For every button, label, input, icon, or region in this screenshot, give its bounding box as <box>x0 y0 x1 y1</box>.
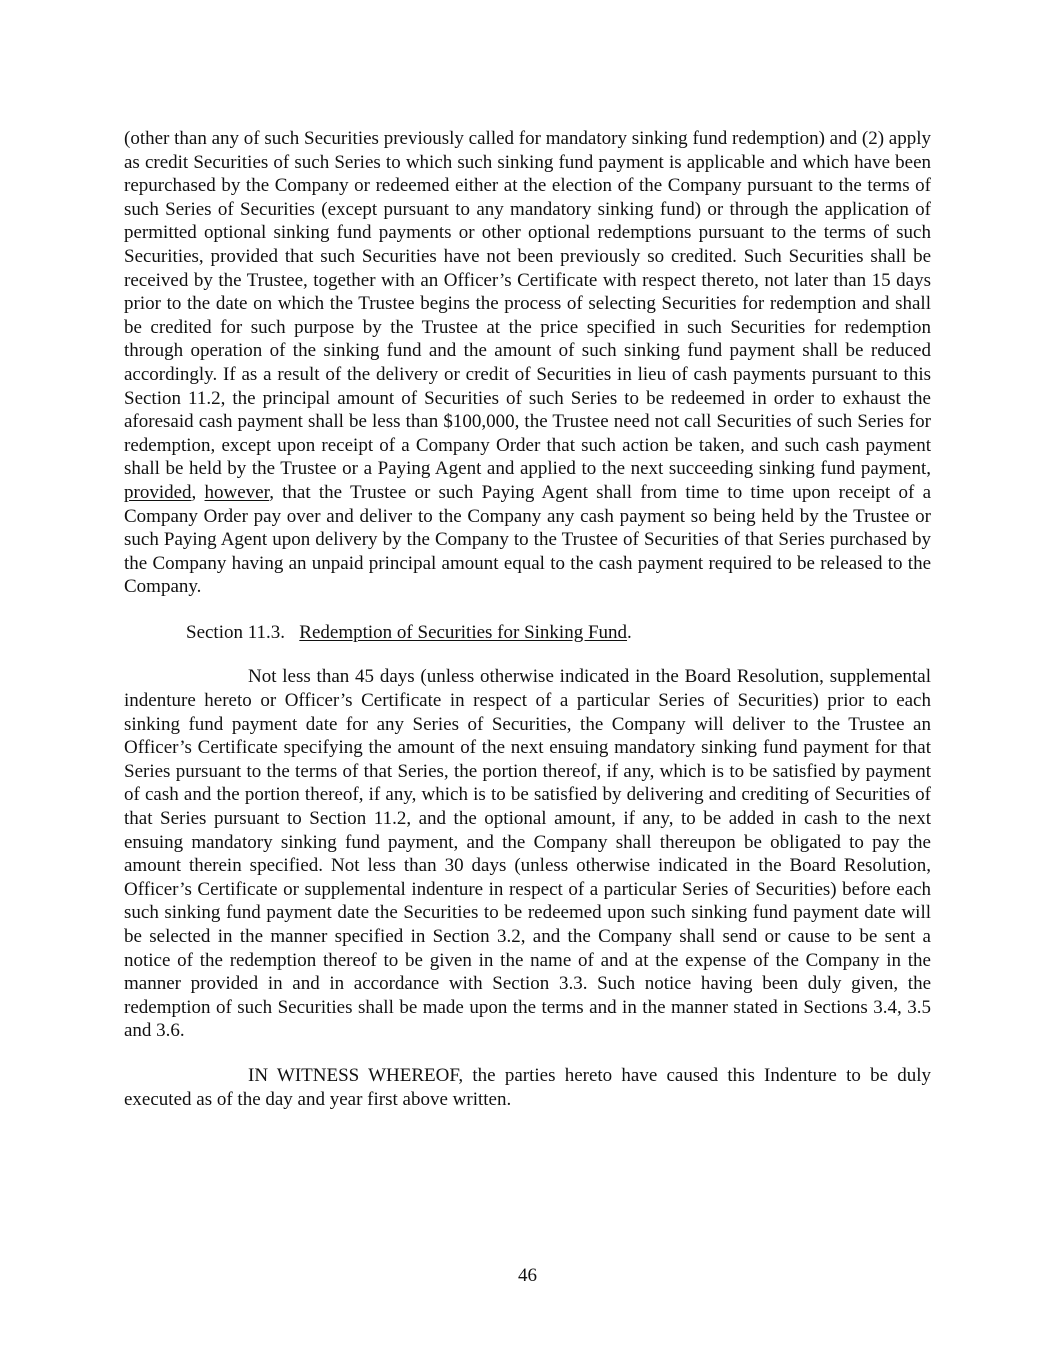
page-number: 46 <box>518 1265 537 1286</box>
paragraph-sinking-fund-credit <box>124 127 931 599</box>
section-heading <box>124 621 931 645</box>
section-title-period: . <box>627 621 632 643</box>
paragraph-1-separator: , <box>191 481 205 503</box>
however-term: however <box>204 481 270 503</box>
paragraph-1-text-b: , that the Trustee or such Paying Agent shall from time to time upon receipt of a Company Order pay over and deliver to the Company any cash payment so being held by the Trustee or such Paying Agent upon delivery by the Company to the Trustee of Securities of that Series purchased by the Company having an unpaid principal amount equal to the cash payment required to be released to the Company. <box>124 481 932 598</box>
document-page <box>124 127 931 1111</box>
paragraph-1-text-a: (other than any of such Securities previously called for mandatory sinking fund redemption) and (2) apply as credit Securities of such Series to which such sinking fund payment is applicable and which have been repurchased by the Company or redeemed either at the election of the Company pursuant to the terms of such Series of Securities (except pursuant to any mandatory sinking fund) or through the application of permitted optional sinking fund payments or other optional redemptions pursuant to the terms of such Securities, provided that such Securities have not been previously so credited. Such Securities shall be received by the Trustee, together with an Officer’s Certificate with respect thereto, not later than 15 days prior to the date on which the Trustee begins the process of selecting Securities for redemption and shall be credited for such purpose by the Trustee at the price specified in such Securities for redemption through operation of the sinking fund and the amount of such sinking fund payment shall be reduced accordingly. If as a result of the delivery or credit of Securities in lieu of cash payments pursuant to this Section 11.2, the principal amount of Securities of such Series to be redeemed in order to exhaust the aforesaid cash payment shall be less than $100,000, the Trustee need not call Securities of such Series for redemption, except upon receipt of a Company Order that such action be taken, and such cash payment shall be held by the Trustee or a Paying Agent and applied to the next succeeding sinking fund payment, <box>124 128 931 480</box>
provided-term: provided <box>124 481 192 503</box>
paragraph-redemption-notice: Not less than 45 days (unless otherwise indicated in the Board Resolution, supplemental indenture hereto or Officer’s Certificate in respect of a particular Series of Securities) prior to each sinking fund payment date for any Series of Securities, the Company will deliver to the Trustee an Officer’s Certificate specifying the amount of the next ensuing mandatory sinking fund payment for that Series pursuant to the terms of that Series, the portion thereof, if any, which is to be satisfied by payment of cash and the portion thereof, if any, which is to be satisfied by delivering and crediting of Securities of that Series pursuant to Section 11.2, and the optional amount, if any, to be added in cash to the next ensuing mandatory sinking fund payment, and the Company shall thereupon be obligated to pay the amount therein specified. Not less than 30 days (unless otherwise indicated in the Board Resolution, Officer’s Certificate or supplemental indenture in respect of a particular Series of Securities) before each such sinking fund payment date the Securities to be redeemed upon such sinking fund payment date will be selected in the manner specified in Section 3.2, and the Company shall send or cause to be sent a notice of the redemption thereof to be given in the name of and at the expense of the Company in the manner provided in and in accordance with Section 3.3. Such notice having been duly given, the redemption of such Securities shall be made upon the terms and in the manner stated in Sections 3.4, 3.5 and 3.6. <box>124 666 931 1042</box>
paragraph-witness: IN WITNESS WHEREOF, the parties hereto have caused this Indenture to be duly executed as of the day and year first above written. <box>124 1064 931 1110</box>
section-title: Redemption of Securities for Sinking Fund <box>299 621 628 643</box>
section-number: Section 11.3. <box>186 621 286 643</box>
